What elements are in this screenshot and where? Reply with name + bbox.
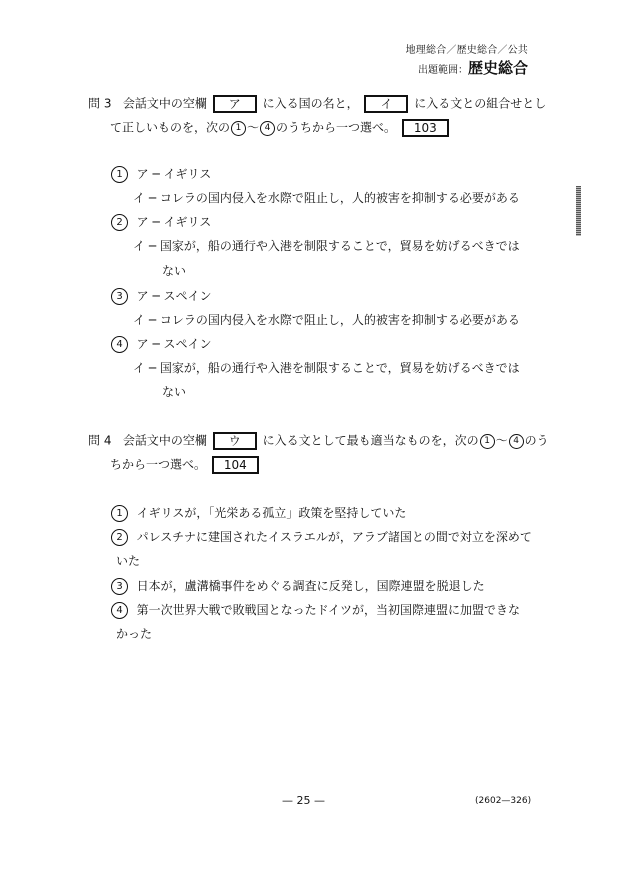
q4-text-b: に入る文として最も適当なものを，次の <box>262 433 479 448</box>
q4-choice-4-text: 第一次世界大戦で敗戦国となったドイツが，当初国際連盟に加盟できな <box>136 603 521 617</box>
header-subjects: 地理総合／歴史総合／公共 <box>405 45 528 56</box>
q4-answer-box: 104 <box>212 456 259 474</box>
q4-text-c: のう <box>524 433 549 448</box>
q3-choice-2-a: ア ─ イギリス <box>136 215 212 229</box>
q4-range-from: 1 <box>480 434 495 449</box>
q3-choice-1-b: イ ─ コレラの国内侵入を水際で阻止し，人的被害を抑制する必要がある <box>133 191 520 205</box>
q3-choice-3-num: 3 <box>111 288 128 305</box>
q3-text-b: に入る国の名と， <box>262 96 359 111</box>
q3-stem-line1 <box>88 95 546 113</box>
q3-choice-3 <box>110 288 212 305</box>
page-number: — 25 — <box>282 794 325 807</box>
q3-choice-4-a: ア ─ スペイン <box>136 337 212 351</box>
q4-text-d: ちから一つ選べ。 <box>110 457 207 472</box>
q4-range-sep: ～ <box>495 433 508 448</box>
q3-answer-box: 103 <box>402 119 449 137</box>
q4-stem-line2 <box>110 456 261 474</box>
q4-choice-1 <box>110 505 406 522</box>
q4-choice-3 <box>110 578 485 595</box>
q3-choice-2-num: 2 <box>111 214 128 231</box>
q4-blank: ウ <box>213 432 257 450</box>
q4-text-a: 会話文中の空欄 <box>122 433 207 448</box>
q4-choice-1-num: 1 <box>111 505 128 522</box>
q3-choice-1-num: 1 <box>111 166 128 183</box>
q4-choice-4-num: 4 <box>111 602 128 619</box>
header-scope <box>418 57 528 78</box>
q3-choice-3-b: イ ─ コレラの国内侵入を水際で阻止し，人的被害を抑制する必要がある <box>133 313 520 327</box>
q3-text-c: に入る文との組合せとし <box>414 96 547 111</box>
q4-choice-1-text: イギリスが，「光栄ある孤立」政策を堅持していた <box>136 506 407 520</box>
q3-choice-4-b: イ ─ 国家が，船の通行や入港を制限することで，貿易を妨げるべきでは <box>133 361 520 375</box>
q3-choice-2-b: イ ─ 国家が，船の通行や入港を制限することで，貿易を妨げるべきでは <box>133 239 520 253</box>
q3-choice-4 <box>110 336 212 353</box>
q3-blank-b: イ <box>364 95 408 113</box>
q4-stem-line1 <box>88 432 549 450</box>
q3-range-to: 4 <box>260 121 275 136</box>
q4-choice-3-text: 日本が，盧溝橋事件をめぐる調査に反発し，国際連盟を脱退した <box>136 579 485 593</box>
q4-range-to: 4 <box>509 434 524 449</box>
q3-text-d: て正しいものを，次の <box>110 120 231 135</box>
q3-blank-a: ア <box>213 95 257 113</box>
q3-choice-1 <box>110 166 211 183</box>
q3-choice-2-b2: ない <box>162 264 187 278</box>
q3-stem-line2 <box>110 119 451 137</box>
side-tab-mark <box>576 186 581 236</box>
q4-choice-2-text: パレスチナに建国されたイスラエルが，アラブ諸国との間で対立を深めて <box>136 530 532 544</box>
q4-choice-2 <box>110 529 532 546</box>
q3-number: 問 3 <box>88 96 112 111</box>
q4-choice-4-line2: かった <box>116 627 153 641</box>
q3-choice-4-num: 4 <box>111 336 128 353</box>
q4-choice-4 <box>110 602 520 619</box>
exam-code: (2602—326) <box>475 796 532 806</box>
q3-range-sep: ～ <box>247 120 260 135</box>
q3-text-e: のうちから一つ選べ。 <box>276 120 397 135</box>
scope-label: 出題範囲： <box>417 65 468 76</box>
q3-choice-4-b2: ない <box>162 385 187 399</box>
q3-range-from: 1 <box>231 121 246 136</box>
scope-value: 歴史総合 <box>467 59 528 77</box>
q4-choice-2-num: 2 <box>111 529 128 546</box>
q4-number: 問 4 <box>88 433 112 448</box>
q3-choice-1-a: ア ─ イギリス <box>136 167 212 181</box>
q4-choice-2-line2: いた <box>116 554 141 568</box>
q3-choice-2 <box>110 214 211 231</box>
q3-choice-3-a: ア ─ スペイン <box>136 289 212 303</box>
q4-choice-3-num: 3 <box>111 578 128 595</box>
q3-text-a: 会話文中の空欄 <box>122 96 207 111</box>
